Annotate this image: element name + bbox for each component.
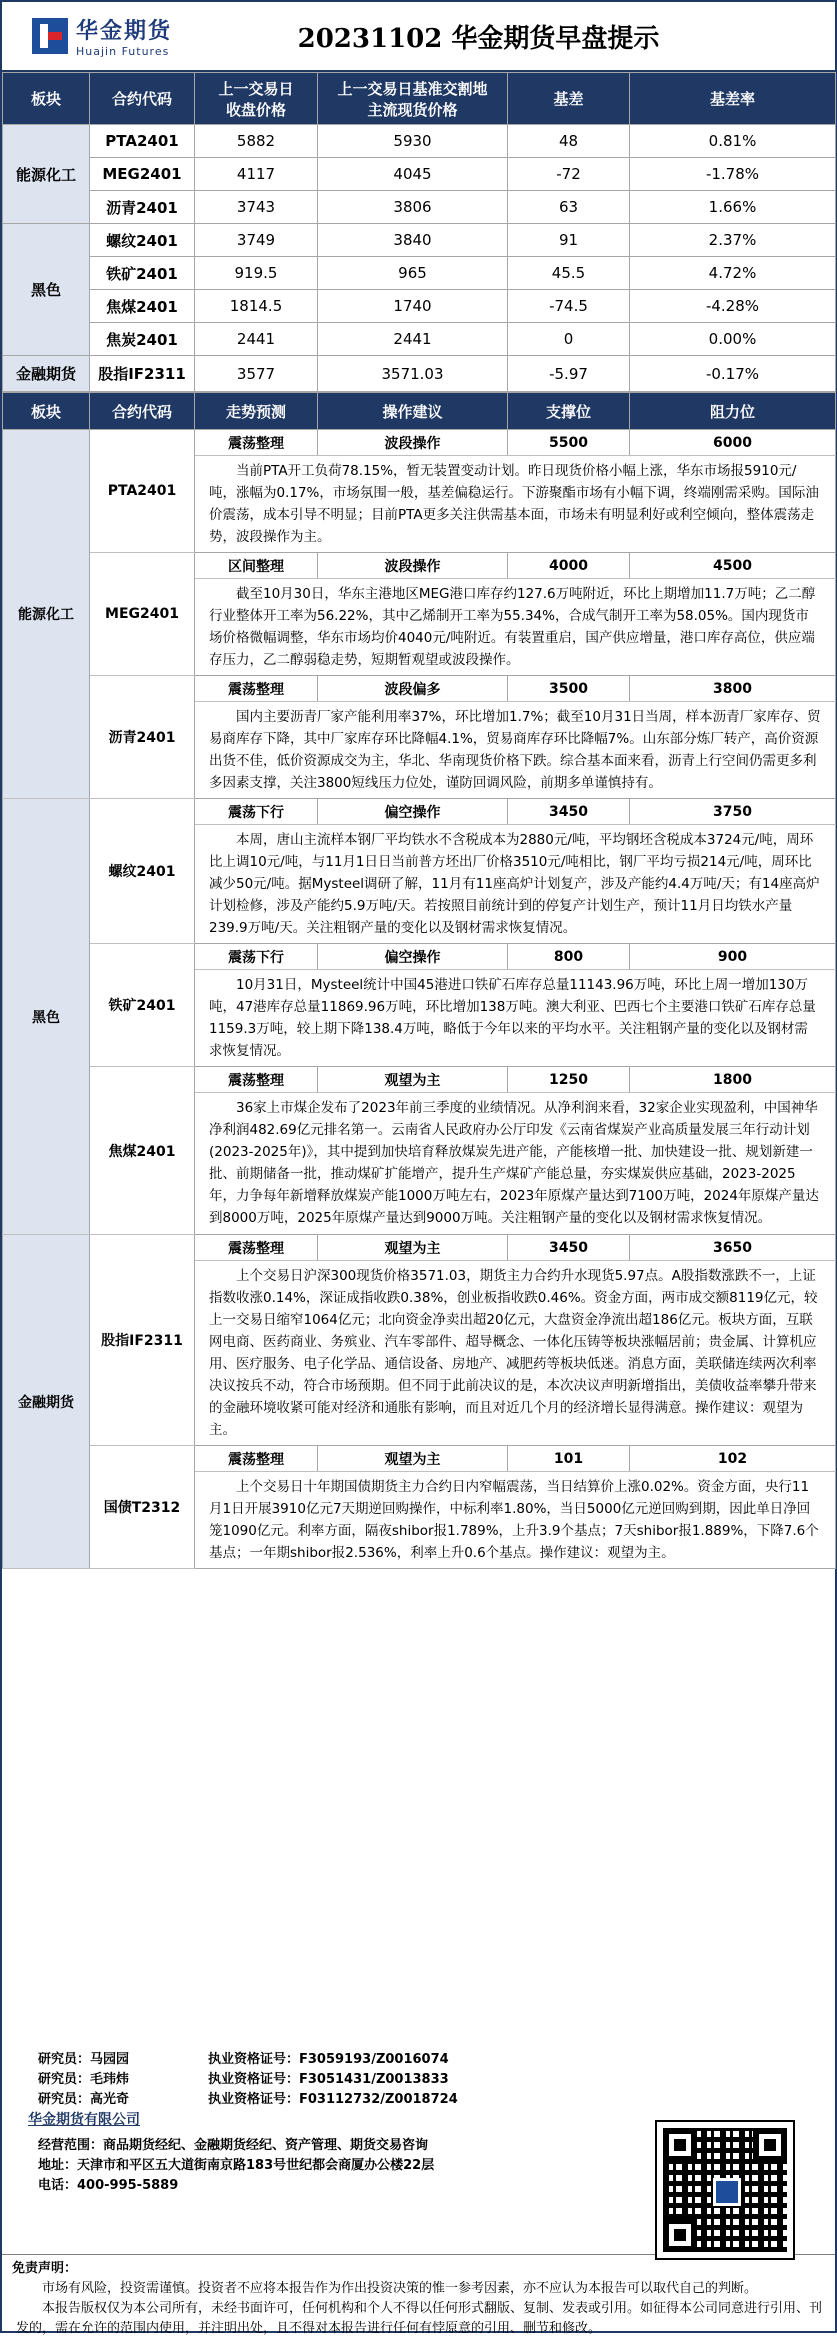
company-phone: 电话：400-995-5889 xyxy=(38,2178,179,2193)
analyst-name: 研究员：高光奇 xyxy=(38,2092,130,2107)
basis-row xyxy=(3,356,836,392)
strategy-row xyxy=(3,1446,836,1472)
header-sector: 板块 xyxy=(3,73,90,125)
report-footer xyxy=(2,2050,835,2339)
strategy-row xyxy=(3,799,836,825)
logo-en-text: Huajin Futures xyxy=(76,45,170,58)
trend-forecast: 震荡下行 xyxy=(195,799,318,825)
contract-code: 焦煤2401 xyxy=(90,290,195,323)
basis-row xyxy=(3,158,836,191)
close-price: 4117 xyxy=(195,158,318,191)
disclaimer-text: 市场有风险，投资需谨慎。投资者不应将本报告作为作出投资决策的惟一参考因素，亦不应认为本报告可以取代自己的判断。 xyxy=(42,2281,758,2296)
trend-forecast: 震荡整理 xyxy=(195,1235,318,1261)
header-close: 上一交易日 收盘价格 xyxy=(195,73,318,125)
basis-row xyxy=(3,257,836,290)
trend-forecast: 震荡下行 xyxy=(195,944,318,970)
trend-forecast: 震荡整理 xyxy=(195,430,318,456)
market-comment: 36家上市煤企发布了2023年前三季度的业绩情况。从净利润来看，32家企业实现盈利，中国神华净利润482.69亿元排名第一。云南省人民政府办公厅印发《云南省煤炭产业高质量发展三年行动计划(2023-2025年)》，其中提到加快培育释放煤炭先进产能，产能核增一批、加快建设一批、规划新建一批、前期储备一批，推动煤矿扩能增产，提升生产煤矿产能总量，夯实煤炭供应基础，2023-2025年，力争每年新增释放煤炭产能1000万吨左右，2023年原煤产量达到7100万吨，2024年原煤产量达到8000万吨，2025年原煤产量达到9000万吨。关注粗钢产量的变化以及钢材需求恢复情况。 xyxy=(195,1093,836,1235)
close-price: 1814.5 xyxy=(195,290,318,323)
sector-cell: 黑色 xyxy=(3,799,90,1235)
disclaimer-title: 免责声明： xyxy=(12,2261,78,2276)
trend-forecast: 震荡整理 xyxy=(195,676,318,702)
basis-value: 63 xyxy=(508,191,630,224)
header-code: 合约代码 xyxy=(90,393,195,430)
market-comment: 10月31日，Mysteel统计中国45港进口铁矿石库存总量11143.96万吨，环比上周一增加130万吨，47港库存总量11869.96万吨，环比增加138万吨。澳大利亚、巴西七个主要港口铁矿石库存总量1159.3万吨，较上期下降138.4万吨，略低于今年以来的平均水平。关注粗钢产量的变化以及钢材需求恢复情况。 xyxy=(195,970,836,1067)
contract-code: 螺纹2401 xyxy=(90,224,195,257)
huajin-logo-icon xyxy=(32,18,68,54)
basis-row xyxy=(3,125,836,158)
contract-code: 沥青2401 xyxy=(90,676,195,799)
support-level: 800 xyxy=(508,944,630,970)
spot-price: 3840 xyxy=(318,224,508,257)
contract-code: 螺纹2401 xyxy=(90,799,195,944)
spot-price: 4045 xyxy=(318,158,508,191)
header-basis: 基差 xyxy=(508,73,630,125)
spot-price: 965 xyxy=(318,257,508,290)
spot-price: 1740 xyxy=(318,290,508,323)
strategy-row xyxy=(3,944,836,970)
close-price: 5882 xyxy=(195,125,318,158)
close-price: 3743 xyxy=(195,191,318,224)
header-basis-rate: 基差率 xyxy=(630,73,836,125)
operation-advice: 偏空操作 xyxy=(318,799,508,825)
resistance-level: 4500 xyxy=(630,553,836,579)
disclaimer-text: 本报告版权仅为本公司所有，未经书面许可，任何机构和个人不得以任何形式翻版、复制、发表或引用。如征得本公司同意进行引用、刊发的，需在允许的范围内使用，并注明出处，且不得对本报告进行任何有悖原意的引用、删节和修改。 xyxy=(16,2301,823,2336)
sector-cell: 黑色 xyxy=(3,224,90,356)
resistance-level: 3650 xyxy=(630,1235,836,1261)
basis-row xyxy=(3,191,836,224)
header-code: 合约代码 xyxy=(90,73,195,125)
market-comment: 当前PTA开工负荷78.15%，暂无装置变动计划。昨日现货价格小幅上涨，华东市场报5910元/吨，涨幅为0.17%，市场氛围一般，基差偏稳运行。下游聚酯市场有小幅下调，终端刚需采购。国际油价震荡，成本引导不明显；目前PTA更多关注供需基本面，市场未有明显利好或利空倾向，整体震荡走势，波段操作为主。 xyxy=(195,456,836,553)
report-title: 20231102 华金期货早盘提示 xyxy=(297,23,660,54)
support-level: 3450 xyxy=(508,799,630,825)
basis-value: -74.5 xyxy=(508,290,630,323)
basis-row xyxy=(3,323,836,356)
sector-cell: 能源化工 xyxy=(3,125,90,224)
resistance-level: 3750 xyxy=(630,799,836,825)
support-level: 3500 xyxy=(508,676,630,702)
qr-logo-icon xyxy=(713,2178,741,2206)
spot-price: 3806 xyxy=(318,191,508,224)
analyst-row xyxy=(2,2050,835,2070)
analyst-name: 研究员：马园园 xyxy=(38,2052,130,2067)
trend-forecast: 震荡整理 xyxy=(195,1067,318,1093)
basis-rate: 2.37% xyxy=(630,224,836,257)
basis-table xyxy=(2,72,836,392)
header-support: 支撑位 xyxy=(508,393,630,430)
contract-code: 沥青2401 xyxy=(90,191,195,224)
report-header xyxy=(2,2,835,72)
resistance-level: 1800 xyxy=(630,1067,836,1093)
trend-forecast: 区间整理 xyxy=(195,553,318,579)
basis-rate: 4.72% xyxy=(630,257,836,290)
contract-code: 股指IF2311 xyxy=(90,356,195,392)
support-level: 1250 xyxy=(508,1067,630,1093)
strategy-row xyxy=(3,676,836,702)
strategy-row xyxy=(3,553,836,579)
resistance-level: 6000 xyxy=(630,430,836,456)
analyst-cert: 执业资格证号：F3059193/Z0016074 xyxy=(208,2052,449,2067)
basis-value: 48 xyxy=(508,125,630,158)
operation-advice: 观望为主 xyxy=(318,1235,508,1261)
basis-value: 91 xyxy=(508,224,630,257)
header-advice: 操作建议 xyxy=(318,393,508,430)
sector-cell: 能源化工 xyxy=(3,430,90,799)
support-level: 101 xyxy=(508,1446,630,1472)
basis-table-header xyxy=(3,73,836,125)
operation-advice: 偏空操作 xyxy=(318,944,508,970)
sector-cell: 金融期货 xyxy=(3,356,90,392)
basis-rate: -1.78% xyxy=(630,158,836,191)
operation-advice: 波段操作 xyxy=(318,430,508,456)
sector-cell: 金融期货 xyxy=(3,1235,90,1569)
basis-rate: 0.81% xyxy=(630,125,836,158)
market-comment: 本周，唐山主流样本钢厂平均铁水不含税成本为2880元/吨，平均钢坯含税成本3724元/吨，周环比上调10元/吨，与11月1日日当前普方坯出厂价格3510元/吨相比，钢厂平均亏损214元/吨，周环比减少50元/吨。据Mysteel调研了解，11月有11座高炉计划复产，涉及产能约4.4万吨/天；有14座高炉计划检修，涉及产能约5.9万吨/天。若按照目前统计到的停复产计划生产，预计11月日均铁水产量239.9万吨/天。关注粗钢产量的变化以及钢材需求恢复情况。 xyxy=(195,825,836,944)
close-price: 3749 xyxy=(195,224,318,257)
basis-row xyxy=(3,224,836,257)
header-trend: 走势预测 xyxy=(195,393,318,430)
strategy-table xyxy=(2,392,836,1569)
analyst-cert: 执业资格证号：F03112732/Z0018724 xyxy=(208,2092,458,2107)
header-sector: 板块 xyxy=(3,393,90,430)
operation-advice: 观望为主 xyxy=(318,1446,508,1472)
company-logo xyxy=(2,14,212,58)
basis-value: 0 xyxy=(508,323,630,356)
basis-rate: -0.17% xyxy=(630,356,836,392)
contract-code: 铁矿2401 xyxy=(90,257,195,290)
operation-advice: 波段偏多 xyxy=(318,676,508,702)
strategy-row xyxy=(3,1067,836,1093)
support-level: 4000 xyxy=(508,553,630,579)
analyst-row xyxy=(2,2090,835,2110)
basis-rate: 0.00% xyxy=(630,323,836,356)
spot-price: 3571.03 xyxy=(318,356,508,392)
trend-forecast: 震荡整理 xyxy=(195,1446,318,1472)
basis-rate: -4.28% xyxy=(630,290,836,323)
market-comment: 截至10月30日，华东主港地区MEG港口库存约127.6万吨附近，环比上期增加11.7万吨；乙二醇行业整体开工率为56.22%，其中乙烯制开工率为55.34%，合成气制开工率为58.05%。国内现货市场价格微幅调整，华东市场均价4040元/吨附近。有装置重启，国产供应增量，港口库存高位，供应端存压力，乙二醇弱稳走势，短期暂观望或波段操作。 xyxy=(195,579,836,676)
analyst-row xyxy=(2,2070,835,2090)
company-address: 地址：天津市和平区五大道街南京路183号世纪都会商厦办公楼22层 xyxy=(38,2158,435,2173)
basis-value: -5.97 xyxy=(508,356,630,392)
close-price: 919.5 xyxy=(195,257,318,290)
basis-rate: 1.66% xyxy=(630,191,836,224)
logo-cn-text: 华金期货 xyxy=(76,19,173,44)
company-name[interactable]: 华金期货有限公司 xyxy=(28,2112,140,2128)
contract-code: MEG2401 xyxy=(90,158,195,191)
contract-code: MEG2401 xyxy=(90,553,195,676)
basis-row xyxy=(3,290,836,323)
contract-code: PTA2401 xyxy=(90,430,195,553)
contract-code: PTA2401 xyxy=(90,125,195,158)
qr-code-icon xyxy=(655,2120,795,2260)
spot-price: 2441 xyxy=(318,323,508,356)
market-comment: 上个交易日十年期国债期货主力合约日内窄幅震荡，当日结算价上涨0.02%。资金方面，央行11月1日开展3910亿元7天期逆回购操作，中标利率1.80%，当日5000亿元逆回购到期，因此单日净回笼1090亿元。利率方面，隔夜shibor报1.789%，上升3.9个基点；7天shibor报1.889%，下降7.6个基点；一年期shibor报2.536%，利率上升0.6个基点。操作建议：观望为主。 xyxy=(195,1472,836,1569)
business-scope: 经营范围：商品期货经纪、金融期货经纪、资产管理、期货交易咨询 xyxy=(38,2138,429,2153)
close-price: 3577 xyxy=(195,356,318,392)
close-price: 2441 xyxy=(195,323,318,356)
basis-value: -72 xyxy=(508,158,630,191)
strategy-row xyxy=(3,1235,836,1261)
contract-code: 焦煤2401 xyxy=(90,1067,195,1235)
spot-price: 5930 xyxy=(318,125,508,158)
contract-code: 国债T2312 xyxy=(90,1446,195,1569)
strategy-row xyxy=(3,430,836,456)
strategy-table-header xyxy=(3,393,836,430)
operation-advice: 观望为主 xyxy=(318,1067,508,1093)
analyst-cert: 执业资格证号：F3051431/Z0013833 xyxy=(208,2072,449,2087)
market-comment: 国内主要沥青厂家产能利用率37%，环比增加1.7%；截至10月31日当周，样本沥青厂家库存、贸易商库存下降，其中厂家库存环比降幅4.1%，贸易商库存环比降幅7%。山东部分炼厂转产，高价资源出货不佳，低价资源成交为主，华北、华南现货价格下跌。综合基本面来看，沥青上行空间仍需更多利多因素支撑，关注3800短线压力位处，谨防回调风险，前期多单谨慎持有。 xyxy=(195,702,836,799)
analyst-name: 研究员：毛玮炜 xyxy=(38,2072,130,2087)
support-level: 3450 xyxy=(508,1235,630,1261)
contract-code: 焦炭2401 xyxy=(90,323,195,356)
basis-value: 45.5 xyxy=(508,257,630,290)
market-comment: 上个交易日沪深300现货价格3571.03，期货主力合约升水现货5.97点。A股指数涨跌不一，上证指数收涨0.14%，深证成指收跌0.38%，创业板指收跌0.46%。资金方面，两市成交额8119亿元，较上一交易日缩窄1064亿元；北向资金净卖出超20亿元，大盘资金净流出超186亿元。板块方面，互联网电商、医药商业、务殡业、汽车零部件、超导概念、一体化压铸等板块涨幅居前；贵金属、计算机应用、医疗服务、电子化学品、通信设备、房地产、减肥药等板块低迷。消息方面，美联储连续两次利率决议按兵不动，符合市场预期。但不同于此前决议的是，本次决议声明新增指出，美债收益率攀升带来的金融环境收紧可能对经济和通胀有影响，而且对近几个月的经济增长显得满意。操作建议：观望为主。 xyxy=(195,1261,836,1446)
support-level: 5500 xyxy=(508,430,630,456)
contract-code: 铁矿2401 xyxy=(90,944,195,1067)
contract-code: 股指IF2311 xyxy=(90,1235,195,1446)
resistance-level: 102 xyxy=(630,1446,836,1472)
resistance-level: 900 xyxy=(630,944,836,970)
header-spot: 上一交易日基准交割地 主流现货价格 xyxy=(318,73,508,125)
header-resistance: 阻力位 xyxy=(630,393,836,430)
resistance-level: 3800 xyxy=(630,676,836,702)
operation-advice: 波段操作 xyxy=(318,553,508,579)
